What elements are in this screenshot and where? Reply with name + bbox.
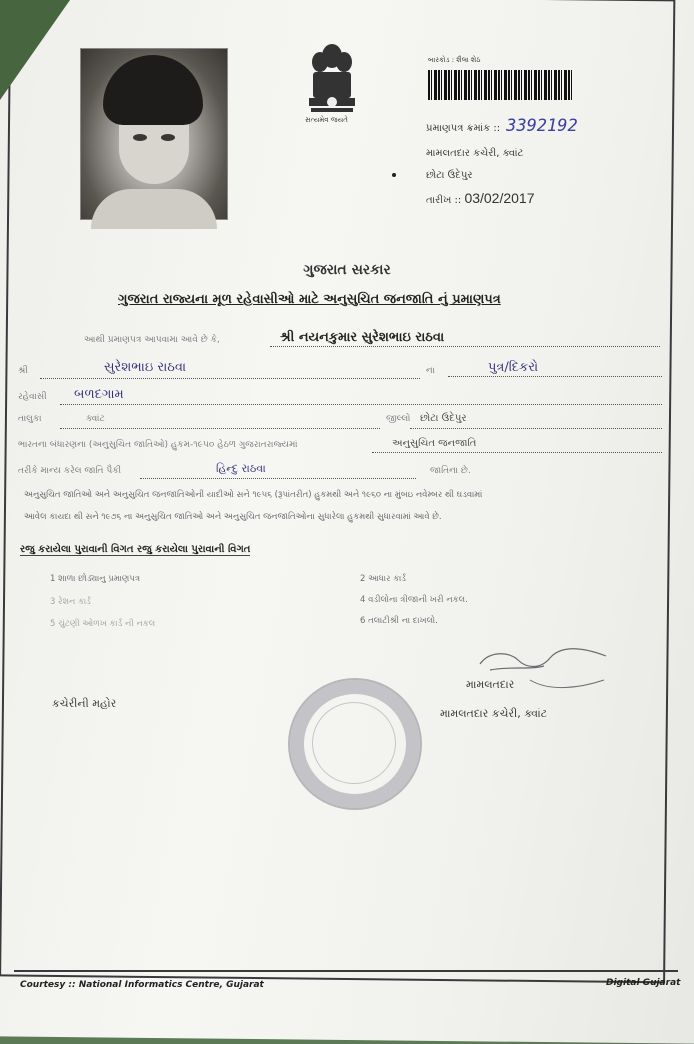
date-label: તારીખ :: — [426, 195, 462, 206]
certificate-number-label: પ્રમાણપત્ર ક્રમાંક :: — [426, 123, 501, 134]
photo-eye-left — [133, 134, 147, 141]
photo-shoulders — [91, 189, 217, 229]
caste-line — [140, 478, 416, 479]
document-item-2: 2 આધાર કાર્ડ — [360, 574, 406, 584]
village-value: બળદગામ — [74, 387, 124, 402]
documents-heading: રજુ કરાયેલા પુરાવાની વિગત રજુ કરાયેલા પુરાવાની વિગત — [20, 544, 251, 555]
office-stamp-inner — [312, 702, 396, 784]
document-item-5: 5 ચુંટણી ઓળખ કાર્ડ ની નકલ — [50, 619, 156, 629]
caste-value: હિન્દુ રાઠવા — [216, 462, 266, 475]
na-label: ના — [426, 366, 435, 376]
taluka-value: ક્વાંટ — [86, 414, 105, 424]
category-line — [372, 452, 662, 453]
caste-suffix: જાતિના છે. — [430, 466, 471, 476]
document-item-6: 6 તલાટીશ્રી ના દાખલો. — [360, 616, 438, 626]
office-stamp-seal — [288, 678, 422, 810]
office-line: મામલતદાર કચેરી, ક્વાંટ — [426, 148, 524, 159]
holder-photo — [80, 48, 228, 220]
father-name-line — [40, 378, 420, 379]
footer-courtesy: Courtesy :: National Informatics Centre, Gujarat — [20, 980, 264, 990]
barcode — [428, 70, 574, 100]
government-title: ગુજરાત સરકાર — [303, 262, 391, 278]
relation-line — [448, 376, 662, 377]
footer-divider — [14, 970, 678, 972]
document-item-3: 3 રેશન કાર્ડ — [50, 597, 91, 607]
certificate-heading: ગુજરાત રાજ્યના મૂળ રહેવાસીઓ માટે અનુસુચિત જનજાતિ નું પ્રમાણપત્ર — [118, 292, 501, 307]
district-value: છોટા ઉદેપુર — [420, 413, 467, 424]
holder-name: શ્રી નયનકુમાર સુરેશભાઇ રાઠવા — [280, 330, 445, 345]
notice-line-2: આવેલ કાયદા થી સને ૧૯૭૬ ના અનુસુચિત જાતિઓ અને અનુસુચિત જનજાતિઓના સુધારેલા હુકમથી સુધારવામાં આવે છે. — [24, 512, 442, 522]
intro-label: આથી પ્રમાણપત્ર આપવામા આવે છે કે, — [84, 335, 220, 345]
date-value: 03/02/2017 — [464, 190, 535, 206]
category-value: અનુસુચિત જનજાતિ — [392, 438, 477, 449]
caste-label: તરીકે માન્ય કરેલ જાતિ પૈકી — [18, 466, 122, 476]
signatory-designation: મામલતદાર — [466, 678, 515, 691]
photo-eye-right — [161, 134, 175, 141]
village-line — [60, 404, 662, 405]
office-seal-label: કચેરીની મહોર — [52, 697, 117, 710]
document-item-4: 4 વડીલોના ત્રીજાની ખરી નકલ. — [360, 595, 468, 605]
bullet-dot — [392, 173, 396, 177]
signatory-office: મામલતદાર કચેરી, ક્વાંટ — [440, 707, 548, 720]
village-label: રહેવાસી — [18, 392, 47, 402]
taluka-line — [60, 428, 380, 429]
holder-name-line — [270, 346, 660, 347]
date-row — [426, 190, 535, 206]
order-label: ભારતના બંધારણના (અનુસુચિત જાતિઓ) હુકમ-૧૯૫૦ હેઠળ ગુજરાતરાજ્યમાં — [18, 440, 298, 450]
photo-hair — [103, 55, 203, 125]
district-label: જીલ્લો — [386, 414, 411, 424]
footer-digital-gujarat: Digital Gujarat — [606, 978, 681, 988]
notice-paragraph — [24, 484, 654, 528]
certificate-number-row — [426, 116, 578, 136]
district-line — [410, 428, 662, 429]
document-item-1: 1 શાળા છોડ્યાનુ પ્રમાણપત્ર — [50, 574, 141, 584]
emblem-caption: સત્યમેવ જયતે — [305, 116, 348, 124]
notice-line-1: અનુસુચિત જાતિઓ અને અનુસુચિત જનજાતિઓની યાદીઓ સને ૧૯૫૬ (રૂપાંતરીત) હુકમથી અને ૧૯૬૦ ના મુંબઇ નવેમ્બર થી ઘડવામાં — [24, 490, 483, 500]
district-line: છોટા ઉદેપુર — [426, 170, 473, 181]
taluka-label: તાલુકા — [18, 414, 42, 424]
barcode-label: બારકોડ : શૈલા શેઠ — [428, 56, 481, 64]
relation-value: પુત્ર/દિકરો — [488, 360, 539, 375]
father-name: સુરેશભાઇ રાઠવા — [104, 360, 187, 375]
father-prefix: શ્રી — [18, 366, 28, 376]
certificate-number: 3392192 — [506, 116, 578, 136]
background-leaf — [0, 0, 70, 100]
